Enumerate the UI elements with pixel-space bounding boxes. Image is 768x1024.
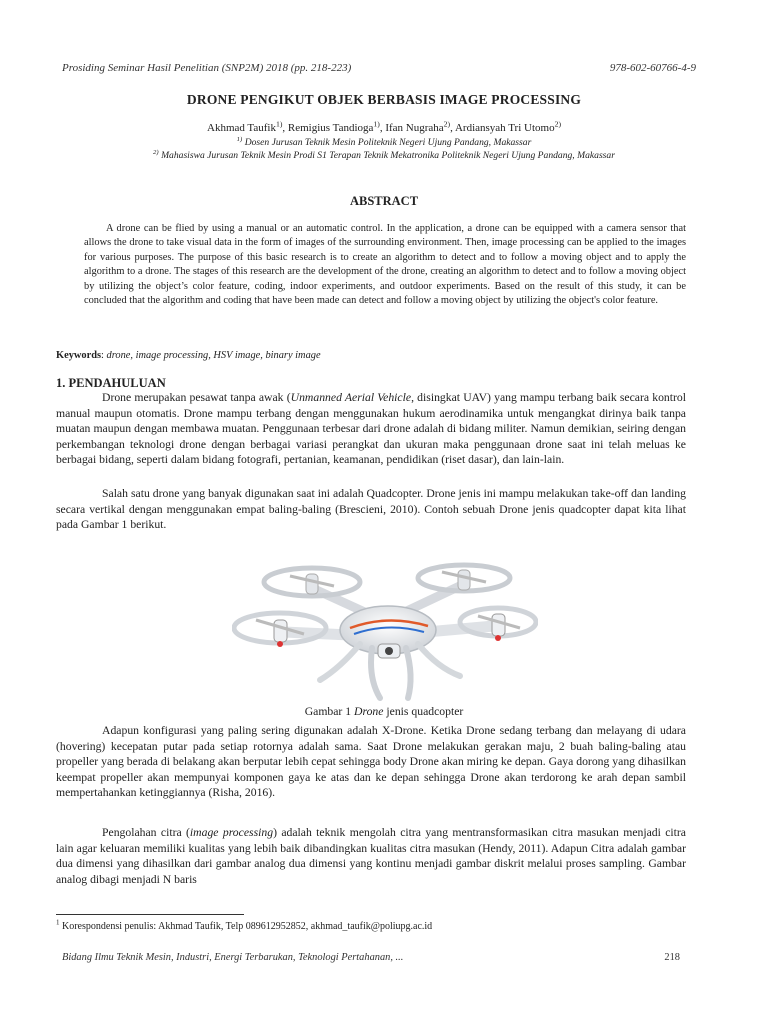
author-affil-mark: 2): [554, 119, 561, 129]
affiliation-mark: 1): [236, 135, 243, 143]
footnote: [56, 918, 433, 932]
figure-caption: [0, 705, 768, 718]
affiliation-1: [0, 137, 768, 149]
footnote-text: Korespondensi penulis: Akhmad Taufik, Telp 089612952852, akhmad_taufik@poliupg.ac.id: [59, 921, 433, 932]
author-separator: ,: [282, 122, 288, 134]
drone-illustration: [232, 548, 538, 704]
paragraph-text: ) adalah teknik mengolah citra yang mentransformasikan citra masukan menjadi citra lain agar keluaran memiliki kualitas yang lebih baik dibandingkan kualitas citra masukan (Hendy, 2011). Adapun Citra adalah gambar dua dimensi yang dihasilkan dari gambar analog dua dimensi yang kontinu menjadi gambar diskrit melalui proses sampling. Gambar analog dibagi menjadi N baris: [56, 826, 686, 886]
affiliation-2: [0, 150, 768, 162]
author-affil-mark: 1): [276, 119, 283, 129]
author-separator: ,: [450, 122, 455, 134]
paragraph-italic-term: image processing: [189, 826, 274, 839]
keywords-value: drone, image processing, HSV image, binary image: [106, 350, 321, 361]
section-heading: 1. PENDAHULUAN: [56, 376, 166, 390]
paragraph-text: Pengolahan citra (: [102, 826, 190, 839]
keywords-line: Keywords: drone, image processing, HSV image, binary image: [56, 350, 321, 361]
paragraph-text: , disingkat UAV) yang mampu terbang baik secara kontrol manual maupun otomatis. Drone mampu terbang dengan menggunakan hukum aerodinamika untuk mengangkat dirinya baik tanpa muatan maupun dengan membawa muatan. Penggunaan terbesar dari drone adalah di bidang militer. Namun demikian, seiring dengan perkembangan teknologi drone dengan berbagai variasi perangkat dan ukuran maka penggunaan drone saat ini telah meluas ke berbagai bidang, seperti dalam bidang fotografi, pertanian, keamanan, pendidikan (riset dasar), dan lain-lain.: [56, 391, 687, 466]
caption-italic: Drone: [354, 705, 384, 718]
author-affil-mark: 2): [443, 119, 451, 129]
caption-prefix: Gambar 1: [304, 705, 355, 718]
keywords-label: Keywords: [56, 350, 102, 361]
footnote-mark: 1: [56, 918, 60, 927]
author-affil-mark: 1): [373, 119, 380, 129]
paragraph-text: Drone merupakan pesawat tanpa awak (: [102, 391, 291, 404]
affiliation-text: Dosen Jurusan Teknik Mesin Politeknik Negeri Ujung Pandang, Makassar: [244, 137, 532, 148]
running-header-isbn: 978-602-60766-4-9: [609, 62, 696, 74]
caption-suffix: jenis quadcopter: [383, 705, 464, 718]
running-header-left: Prosiding Seminar Hasil Penelitian (SNP2M) 2018 (pp. 218-223): [62, 62, 352, 74]
running-footer: Bidang Ilmu Teknik Mesin, Industri, Energi Terbarukan, Teknologi Pertahanan, ...: [62, 952, 404, 963]
affiliation-mark: 2): [153, 148, 159, 156]
abstract-heading: ABSTRACT: [349, 194, 419, 208]
paragraph-image-processing: [56, 825, 686, 887]
paragraph-italic-term: Unmanned Aerial Vehicle: [290, 391, 412, 404]
paper-title: DRONE PENGIKUT OBJEK BERBASIS IMAGE PROCESSING: [186, 92, 582, 107]
affiliation-text: Mahasiswa Jurusan Teknik Mesin Prodi S1 Terapan Teknik Mekatronika Politeknik Negeri Ujung Pandang, Makassar: [161, 150, 615, 161]
page-number: 218: [664, 952, 680, 963]
author-name: Remigius Tandioga: [287, 122, 374, 134]
abstract-text: A drone can be flied by using a manual or an automatic control. In the application, a drone can be equipped with a camera sensor that allows the drone to take visual data in the form of images of the surrounding environment. Then, image processing can be applied to the images for various purposes. The purpose of this basic research is to create an algorithm to detect and to follow a moving object and to apply the algorithm to a drone. The stages of this research are the development of the drone, creating an algorithm to detect and to follow a moving object by utilizing the object’s color feature, coding, indoor experiments, and outdoor experiments. Based on the result of this study, it can be concluded that the algorithm and coding that have been made can detect and follow a moving object by utilizing the object's color feature.: [84, 223, 686, 307]
footnote-divider: [56, 914, 244, 915]
paragraph-quadcopter: Salah satu drone yang banyak digunakan saat ini adalah Quadcopter. Drone jenis ini mampu melakukan take-off dan landing secara vertikal dengan menggunakan empat baling-baling (Brescieni, 2010). Contoh sebuah Drone jenis quadcopter dapat kita lihat pada Gambar 1 berikut.: [56, 487, 686, 531]
author-name: Akhmad Taufik: [207, 122, 276, 134]
author-list: [0, 119, 768, 135]
author-name: Ifan Nugraha: [385, 122, 444, 134]
author-name: Ardiansyah Tri Utomo: [454, 122, 555, 134]
quadcopter-drone-image: [232, 548, 538, 704]
author-separator: ,: [379, 122, 386, 134]
paragraph-configuration: Adapun konfigurasi yang paling sering digunakan adalah X-Drone. Ketika Drone sedang terbang dan melayang di udara (hovering) kecepatan putar pada setiap rotornya adalah sama. Saat Drone melakukan gerakan maju, 2 buah baling-baling atau propeller yang berada di belakang akan berputar lebih cepat sehingga body Drone akan miring ke depan. Gaya dorong yang dihasilkan keempat propeller akan mempunyai komponen gaya ke atas dan ke depan sehingga Drone akan terdorong ke arah depan sambil mempertahankan ketinggiannya (Risha, 2016).: [56, 724, 686, 799]
paragraph-intro: [56, 390, 686, 468]
